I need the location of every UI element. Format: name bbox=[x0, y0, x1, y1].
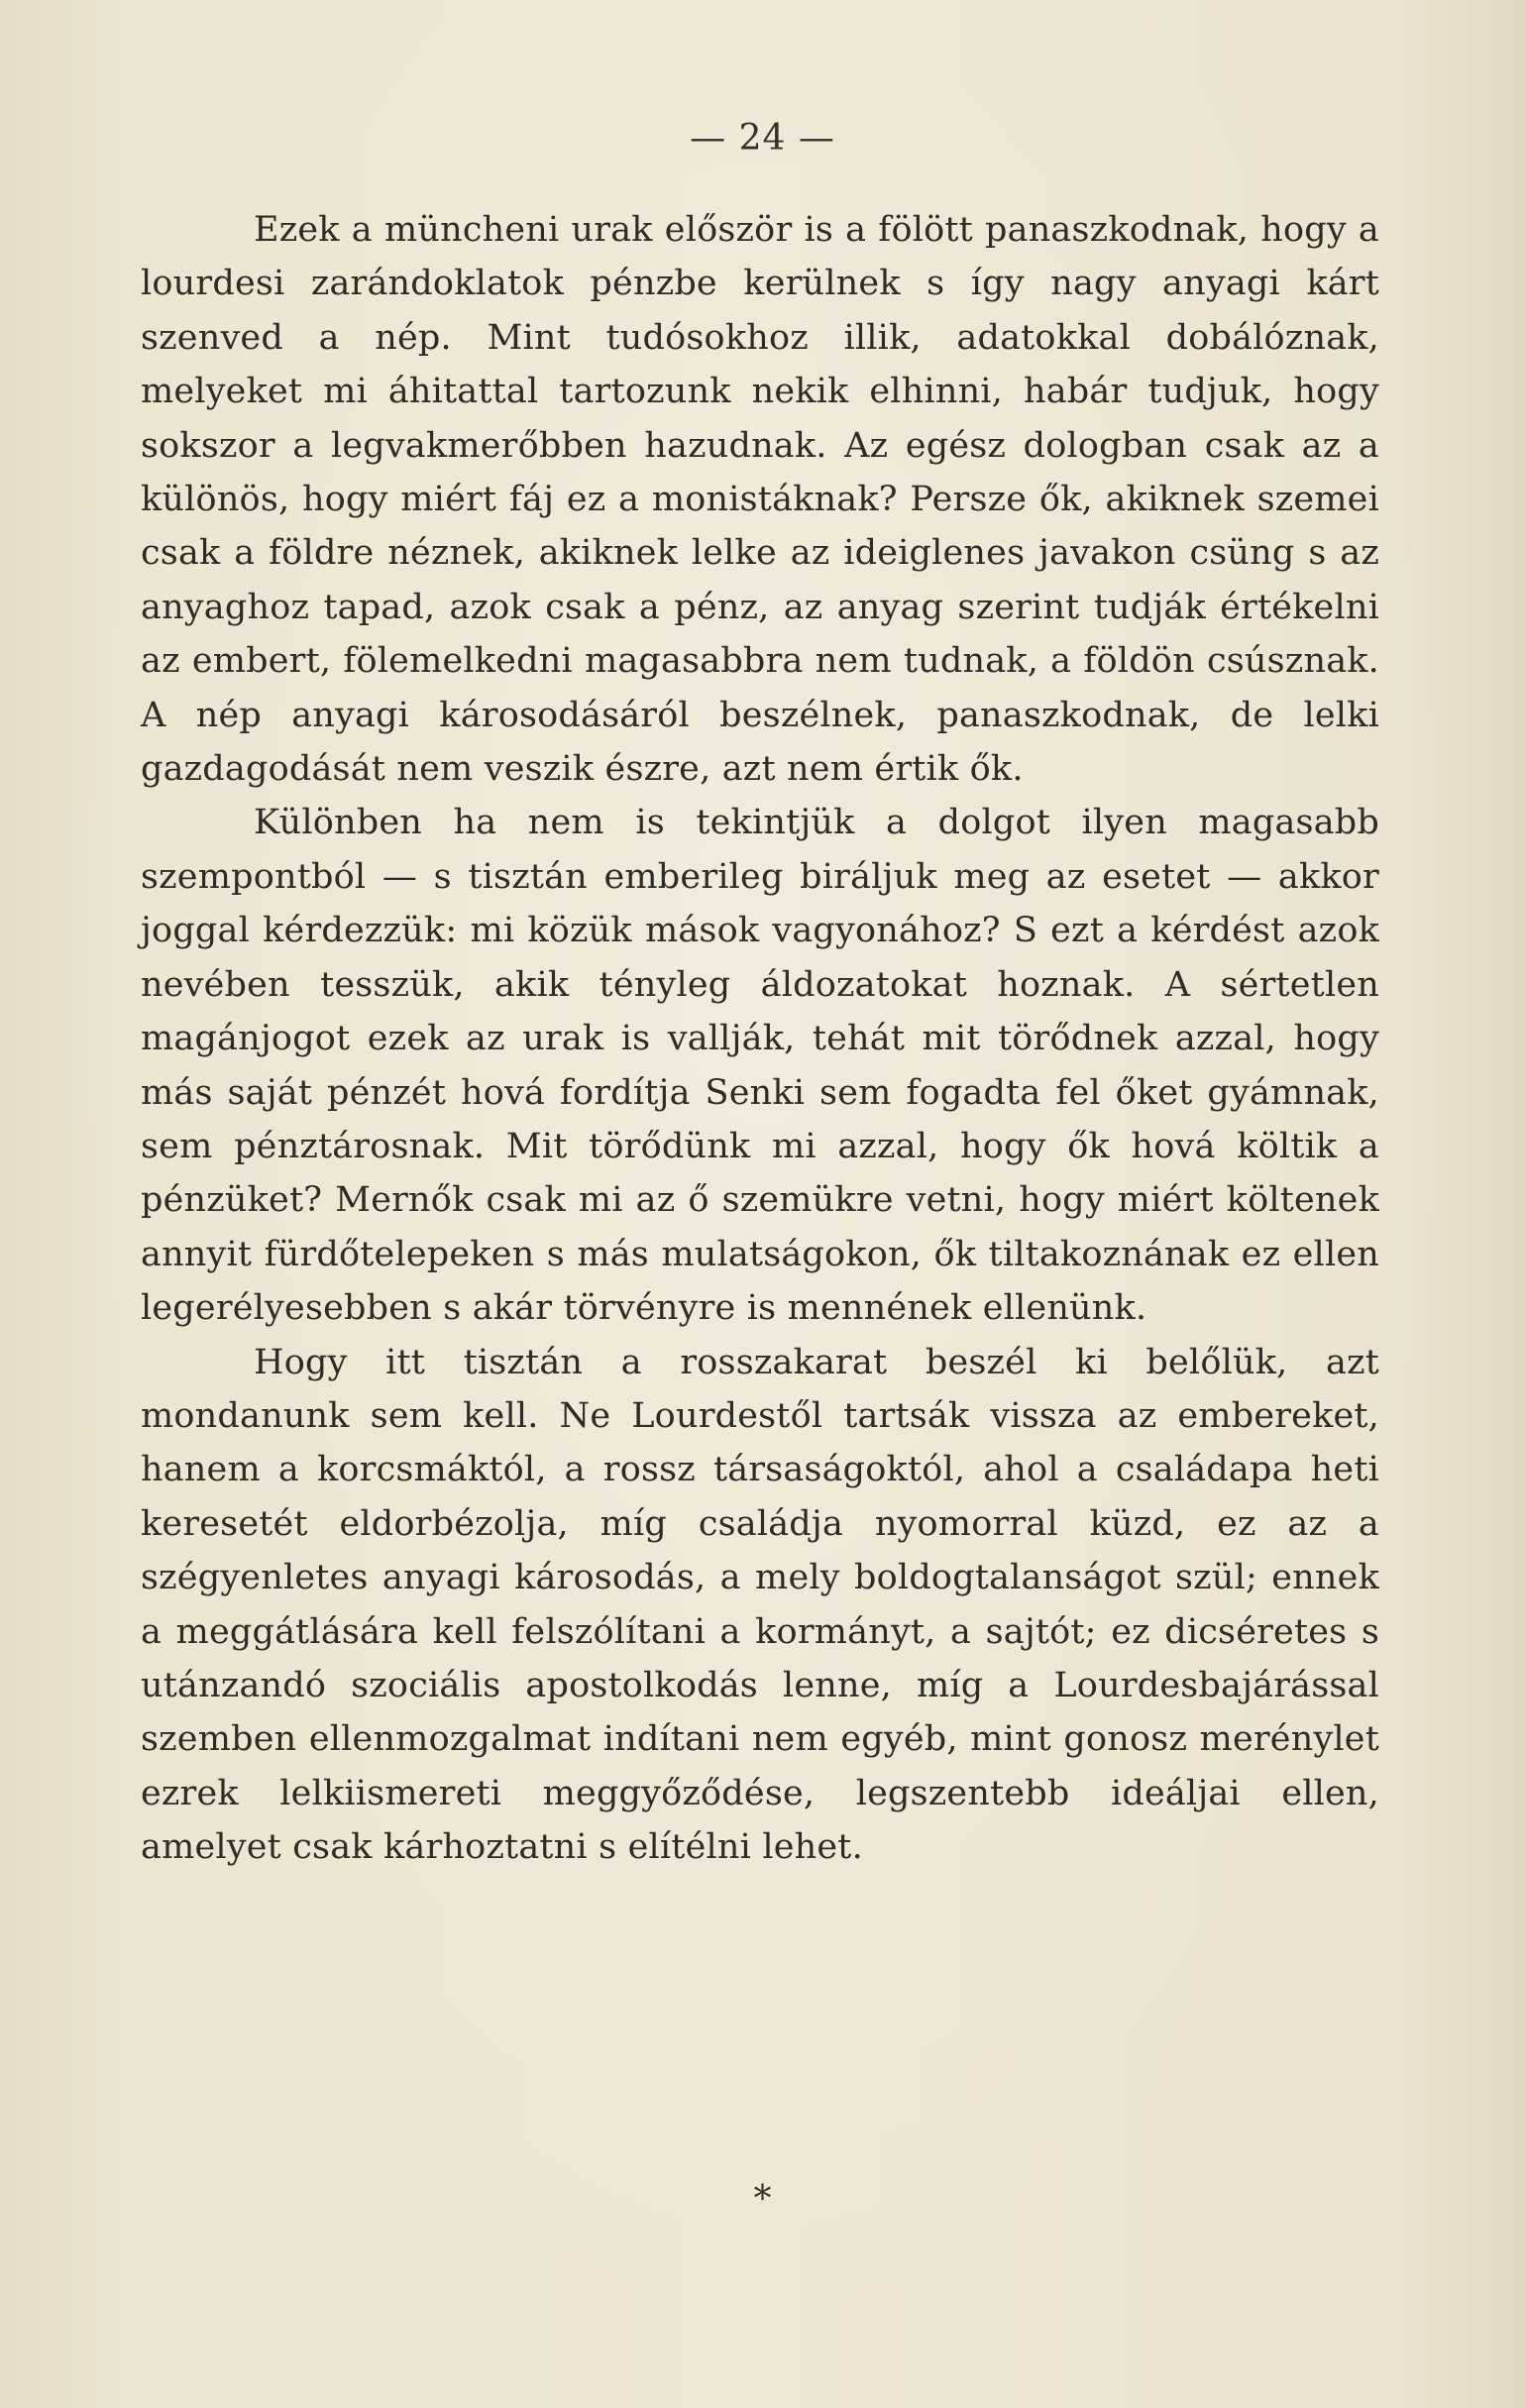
page-number: — 24 — bbox=[690, 118, 835, 159]
paragraph-2: Különben ha nem is tekintjük a dolgot ilyen magasabb szempontból — s tisztán emberileg biráljuk meg az esetet — akkor joggal kérdezzük: mi közük mások vagyonához? S ezt a kérdést azok nevében tesszük, akik tényleg áldozatokat hoznak. A sértetlen magánjogot ezek az urak is vallják, tehát mit törődnek azzal, hogy más saját pénzét hová fordítja Senki sem fogadta fel őket gyámnak, sem pénztárosnak. Mit törődünk mi azzal, hogy ők hová költik a pénzüket? Mernők csak mi az ő szemükre vetni, hogy miért költenek annyit fürdőtelepeken s más mulatságokon, ők tiltakoznának ez ellen legerélyesebben s akár törvényre is mennének ellenünk. bbox=[141, 803, 1379, 1329]
paragraph-3: Hogy itt tisztán a rosszakarat beszél ki belőlük, azt mondanunk sem kell. Ne Lourdestől tartsák vissza az embereket, hanem a korcsmáktól, a rossz társaságoktól, ahol a családapa heti keresetét eldorbézolja, míg családja nyomorral küzd, ez az a szégyenletes anyagi károsodás, a mely boldogtalanságot szül; ennek a meggátlására kell felszólítani a kormányt, a sajtót; ez dicséretes s utánzandó szociális apostolkodás lenne, míg a Lourdesbajárással szemben ellenmozgalmat indítani nem egyéb, mint gonosz merénylet ezrek lelkiismereti meggyőződése, legszentebb ideáljai ellen, amelyet csak kárhoztatni s elítélni lehet. bbox=[141, 1342, 1379, 1868]
body-text bbox=[141, 203, 1379, 1875]
paragraph-1: Ezek a müncheni urak először is a fölött panaszkodnak, hogy a lourdesi zarándoklatok pénzbe kerülnek s így nagy anyagi kárt szenved a nép. Mint tudósokhoz illik, adatokkal dobálóznak, melyeket mi áhitattal tartozunk nekik elhinni, habár tudjuk, hogy sokszor a legvakmerőbben hazudnak. Az egész dologban csak az a különös, hogy miért fáj ez a monistáknak? Persze ők, akiknek szemei csak a földre néznek, akiknek lelke az ideiglenes javakon csüng s az anyaghoz tapad, azok csak a pénz, az anyag szerint tudják értékelni az embert, fölemelkedni magasabbra nem tudnak, a földön csúsznak. A nép anyagi károsodásáról beszélnek, panaszkodnak, de lelki gazdagodását nem veszik észre, azt nem értik ők. bbox=[141, 210, 1379, 790]
section-separator: * bbox=[753, 2179, 772, 2220]
